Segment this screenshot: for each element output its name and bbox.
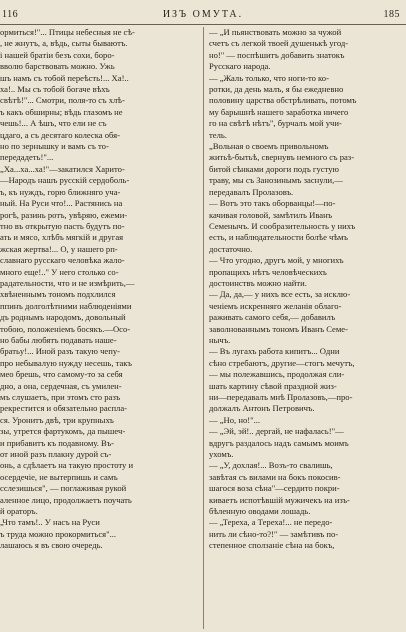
text-line: ни—передавалъ мнѣ Пролазовъ,—про- [209,392,353,402]
text-line: но!" — поспѣшитъ добавить знатокъ [209,49,345,60]
right-page-number: 185 [383,9,400,20]
running-header [0,9,406,23]
column-divider [203,27,204,629]
text-line: тно въ открытую пасть будутъ по- [0,220,125,231]
text-line: — „У, дохлая!... Возъ-то свалишь, [209,460,333,471]
text-line: и прибавитъ къ подавному. Въ- [0,437,115,448]
text-line: сслезишься", — поглаживая рукой [0,483,127,494]
text-line: бѣленную оводами лошадь. [209,506,311,517]
text-line: жская жертва!... О, у нашего рп- [0,243,118,254]
text-line: дъ роднымъ народомъ, довольный [0,312,126,323]
text-line: траву, мы съ Занозинымъ заснули,— [209,175,343,186]
left-text-column [0,27,196,552]
text-line: дно, а она, сердечная, съ умилен- [0,380,122,391]
header-rule [0,24,406,25]
text-line: тель. [209,129,227,140]
text-line: заволнованнымъ тономъ Иванъ Семе- [209,323,348,334]
text-line: ъ, къ нуждъ, горю ближняго уча- [0,186,121,197]
text-line: вволю барствовать можно. Ужь [0,61,115,72]
text-line: славнаго русскаго человѣка жало- [0,255,125,266]
text-line: чешь!... А ѣшъ, что ели не съ [0,118,107,129]
text-line: — Вотъ это такъ оборванцы!—по- [209,198,336,209]
text-line: ормиться!"... Птицы небесныя не сѣ- [0,27,135,37]
text-line: много еще!.." У него столько со- [0,266,119,277]
text-line: „Что тамъ!.. У насъ на Руси [0,517,100,528]
text-line: передавалъ Пролазовъ. [209,186,294,197]
text-line: но бабы любятъ подавать наше- [0,334,117,345]
text-line: й ораторъ. [0,506,38,517]
text-line: есть, и наблюдательности болѣе чѣмъ [209,232,348,243]
text-line: цдаго, а съ десятаго колеска обя- [0,129,120,140]
text-line: Семенычъ. И сообразительность у нихъ [209,220,356,231]
text-line: хвѣненнымъ тономъ подхлился [0,289,116,300]
text-line: го на свѣтѣ нѣтъ", бурчалъ мой учи- [209,118,342,129]
left-page-number: 116 [2,9,19,20]
text-line: ать и мясо, хлѣбъ мягкій и другая [0,232,124,243]
text-line: ъ труда можно прокормиться"... [0,528,117,539]
text-line: рекрестится и обязательно распла- [0,403,128,414]
text-line: шъ намъ съ тобой переѣсть!... Ха!.. [0,72,129,83]
text-line: , не жнутъ, а, вѣдь, сыты бываютъ. [0,38,128,49]
text-line: „Ха...ха...ха!"—закатился Харито- [0,163,125,174]
text-line: ухомъ. [209,449,234,460]
text-line: — „Но, но!"... [209,414,261,425]
text-line: сѣно стребаютъ, другие—стогъ мечутъ, [209,357,355,368]
text-line: братьу!... Иной разъ такую чепу- [0,346,120,357]
text-line: — мы полежавшись, продолжая сли- [209,369,345,380]
text-line: тобою, положеніемъ босякъ.—Осо- [0,323,131,334]
text-line: ппинъ долголѣтними наблюденіями [0,300,132,311]
text-line: житьѣ-бытьѣ, свернувъ немного съ раз- [209,152,355,163]
text-line: шагося воза сѣна"—сердито покри- [209,483,340,494]
text-line: от иной разъ плакну дурой съ- [0,449,112,460]
text-line: ный. На Руси что!... Растянись на [0,198,123,209]
text-line: Русскаго народа. [209,61,271,72]
running-title: ИЗЪ ОМУТА. [162,9,244,20]
text-line: — Да, да,— у нихъ все есть, за исклю- [209,289,351,300]
text-line: ъ какъ обширны; вѣдь глазомъ не [0,106,123,117]
text-line: радательности, что и не измѣрить,— [0,277,135,288]
text-line: должалъ Антонъ Петровичъ. [209,403,315,414]
text-line: осердечіе, не вытерпишь и самъ [0,471,118,482]
text-line: — „Жаль только, что ноги-то ко- [209,72,329,83]
text-line: — Что угодно, другъ мой, у многихъ [209,255,344,266]
text-line: зы, утрется фартукомъ, да пышеч- [0,426,126,437]
right-text-column [209,27,401,552]
text-line: му барышнѣ нашего заработка ничего [209,106,349,117]
text-line: ротки, да день малъ, я бы ежедневно [209,84,344,95]
text-line: — Въ лугахъ работа кипитъ... Одни [209,346,340,357]
text-line: вдругъ раздалось надъ самымъ моимъ [209,437,349,448]
text-line: передадеть!"... [0,152,54,163]
text-line: степенное сползаніе сѣна на бокъ, [209,540,335,551]
text-line: нить ли сѣно-то?!" — замѣтивъ по- [209,528,339,539]
text-line: рогѣ, разинь ротъ, увѣряю, ежеми- [0,209,128,220]
text-line: завѣтая съ вилами на бокъ покосив- [209,471,341,482]
text-line: качивая головой, замѣтилъ Иванъ [209,209,333,220]
text-line: половину царства обстрѣливать, потомъ [209,95,357,106]
text-line: — „Тереха, а Тереха!... не передо- [209,517,333,528]
text-line: но по зернышку и вамъ съ то- [0,141,109,152]
text-line: счетъ съ легкой твоей душенькѣ угод- [209,38,349,49]
text-line: онь, а сдѣлаетъ на такую простоту и [0,460,134,471]
text-line: „Вольная о своемъ привольномъ [209,141,329,152]
text-line: лашаюсь я въ свою очередь. [0,540,103,551]
text-line: ся. Уронитъ двѣ, три крупныхъ [0,414,114,425]
text-line: раживать самого себя,— добавилъ [209,312,336,323]
text-line: — „Эй, эй!.. дергай, не нафалась!"— [209,426,344,437]
text-line: — „И пьянствовать можно за чужой [209,27,342,37]
text-line: свѣтѣ!"... Смотри, поля-то съ хлѣ- [0,95,125,106]
text-line: аленное лицо, продолжаетъ поучать [0,494,132,505]
text-line: киваетъ испотѣвшій мужичекъ на изъ- [209,494,350,505]
text-line: пропащихъ нѣтъ человѣческихъ [209,266,327,277]
text-line: нычъ. [209,334,231,345]
text-line: достаточно. [209,243,253,254]
text-line: битой сѣнками дороги подъ густую [209,163,339,174]
text-line: мъ слушаетъ, при этомъ сто разъ [0,392,121,402]
text-line: ченіемъ искренняго желанія облаго- [209,300,342,311]
text-line: ха!.. Мы съ тобой богаче вѣхъ [0,84,110,95]
text-line: шать картину сѣвой праздной жиз- [209,380,337,391]
text-line: —Народъ нашъ русскій сердоболь- [0,175,130,186]
text-line: про небывалую нужду несешь, такъ [0,357,132,368]
text-line: достоинствъ можно найти. [209,277,307,288]
text-line: мео брешь, что самому-то за себя [0,369,123,380]
text-line: і нашей братіи безъ сохи, боро- [0,49,115,60]
